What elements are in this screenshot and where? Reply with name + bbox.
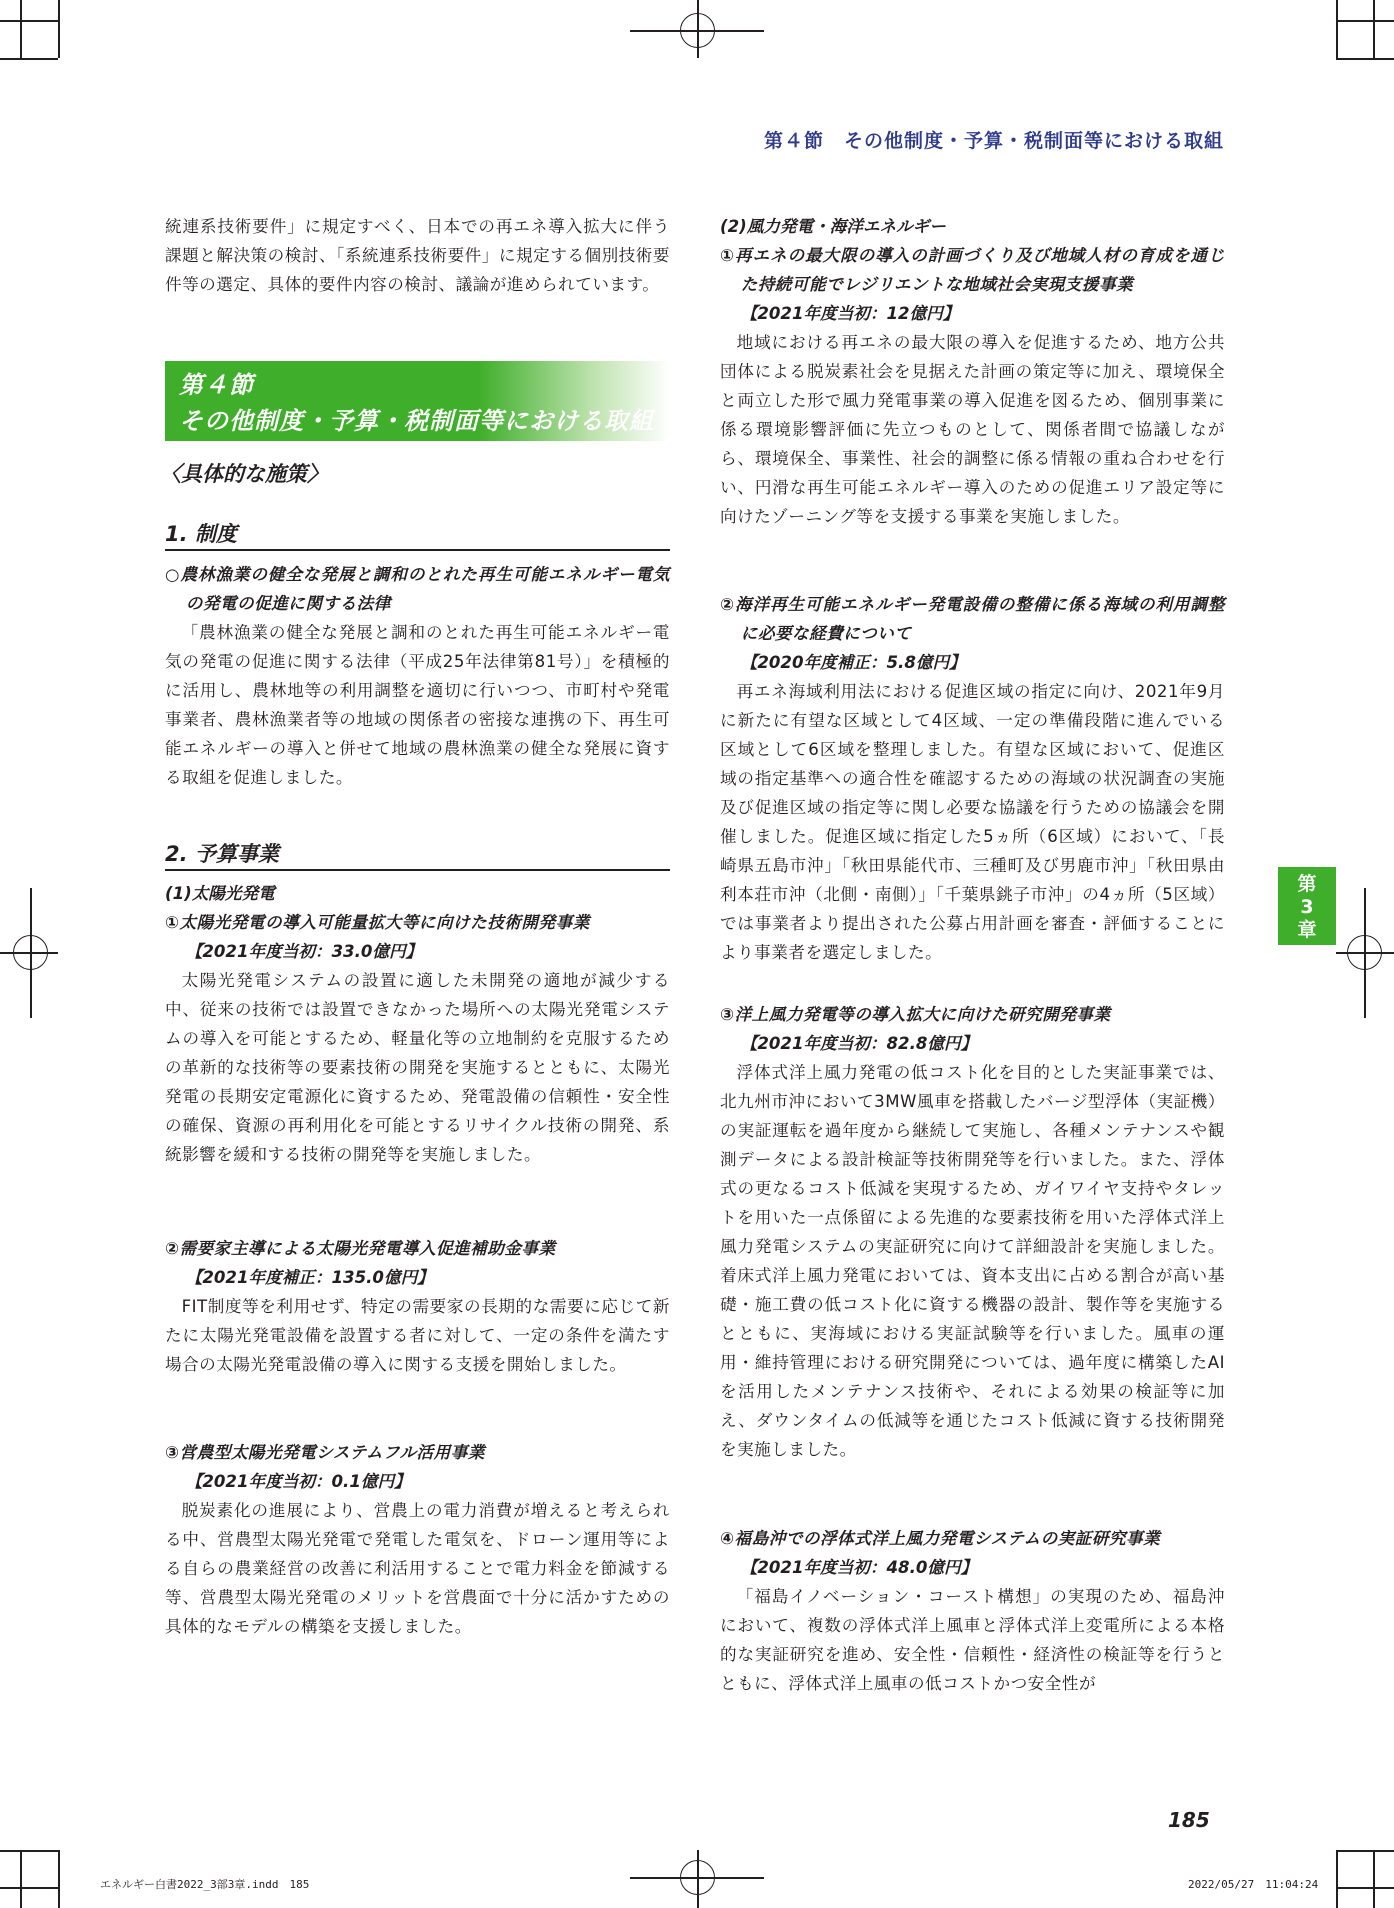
banner-line2: その他制度・予算・税制面等における取組 (179, 407, 654, 435)
banner-line1: 第４節 (179, 371, 254, 399)
running-header: 第４節 その他制度・予算・税制面等における取組 (763, 130, 1224, 152)
chapter-tab (1278, 867, 1336, 945)
heading-budget: 2. 予算事業 (165, 842, 279, 866)
item3-title: ③営農型太陽光発電システムフル活用事業 (165, 1443, 485, 1462)
chapter-tab-line1: 第 (1297, 873, 1317, 895)
w2-block (720, 590, 1225, 967)
w1-body: 地域における再エネの最大限の導入を促進するため、地方公共団体による脱炭素社会を見据えた計画の策定等に加え、環境保全と両立した形で風力発電事業の導入促進を図るため、個別事業に係る環境影響評価に先立つものとして、関係者間で協議しながら、環境保全、事業性、社会的調整に係る情報の重ね合わせを行い、円滑な再生可能エネルギー導入のための促進エリア設定等に向けたゾーニング等を支援する事業を実施しました。 (720, 333, 1225, 526)
w2-body: 再エネ海域利用法における促進区域の指定に向け、2021年9月に新たに有望な区域として4区域、一定の準備段階に進んでいる区域として6区域を整理しました。有望な区域において、促進区域の指定基準への適合性を確認するための海域の状況調査の実施及び促進区域の指定等に関し必要な協議を行うための協議会を開催しました。促進区域に指定した5ヵ所（6区域）において、「長崎県五島市沖」「秋田県能代市、三種町及び男鹿市沖」「秋田県由利本荘市沖（北側・南側）」「千葉県銚子市沖」の4ヵ所（5区域）では事業者より提出された公募占用計画を審査・評価することにより事業者を選定しました。 (720, 682, 1225, 962)
w4-block (720, 1524, 1225, 1698)
w3-block (720, 1000, 1225, 1464)
law-body: 「農林漁業の健全な発展と調和のとれた再生可能エネルギー電気の発電の促進に関する法律（平成25年法律第81号）」を積極的に活用し、農林地等の利用調整を適切に行いつつ、市町村や発電事業者、農林漁業者等の地域の関係者の密接な連携の下、再生可能エネルギーの導入と併せて地域の農林漁業の健全な発展に資する取組を促進しました。 (165, 623, 670, 787)
wind-subheading: (2)風力発電・海洋エネルギー (720, 217, 946, 236)
w2-title: ②海洋再生可能エネルギー発電設備の整備に係る海域の利用調整に必要な経費について (720, 595, 1225, 643)
w4-body: 「福島イノベーション・コースト構想」の実現のため、福島沖において、複数の浮体式洋上風車と浮体式洋上変電所による本格的な実証研究を進め、安全性・信頼性・経済性の検証等を行うとともに、浮体式洋上風車の低コストかつ安全性が (720, 1587, 1225, 1693)
item3-body: 脱炭素化の進展により、営農上の電力消費が増えると考えられる中、営農型太陽光発電で発電した電気を、ドローン運用等による自らの農業経営の改善に利活用することで電力料金を節減する等、営農型太陽光発電のメリットを営農面で十分に活かすための具体的なモデルの構築を支援しました。 (165, 1501, 670, 1636)
page-number: 185 (1168, 1808, 1210, 1832)
measures-heading: 〈具体的な施策〉 (160, 462, 328, 486)
heading-rule (165, 549, 670, 551)
item3-block (165, 1438, 670, 1641)
solar-block (165, 879, 670, 1169)
item1-budget: 【2021年度当初：33.0億円】 (185, 942, 423, 961)
w2-budget: 【2020年度補正：5.8億円】 (740, 653, 966, 672)
item2-body: FIT制度等を利用せず、特定の需要家の長期的な需要に応じて新たに太陽光発電設備を設置する者に対して、一定の条件を満たす場合の太陽光発電設備の導入に関する支援を開始しました。 (165, 1297, 670, 1374)
solar-subheading: (1)太陽光発電 (165, 884, 275, 903)
heading-rule (165, 869, 670, 871)
w1-title: ①再エネの最大限の導入の計画づくり及び地域人材の育成を通じた持続可能でレジリエントな地域社会実現支援事業 (720, 246, 1225, 294)
w1-budget: 【2021年度当初：12億円】 (740, 304, 960, 323)
item2-title: ②需要家主導による太陽光発電導入促進補助金事業 (165, 1239, 556, 1258)
chapter-tab-line3: 章 (1297, 919, 1317, 941)
wind-block (720, 212, 1225, 531)
section-banner (165, 361, 670, 441)
left-intro (165, 212, 670, 299)
law-title: ○農林漁業の健全な発展と調和のとれた再生可能エネルギー電気の発電の促進に関する法律 (165, 565, 670, 613)
item1-body: 太陽光発電システムの設置に適した未開発の適地が減少する中、従来の技術では設置できなかった場所への太陽光発電システムの導入を可能とするため、軽量化等の立地制約を克服するための革新的な技術等の要素技術の開発を実施するとともに、太陽光発電の長期安定電源化に資するため、発電設備の信頼性・安全性の確保、資源の再利用化を可能とするリサイクル技術の開発、系統影響を緩和する技術の開発等を実施しました。 (165, 971, 670, 1164)
w3-budget: 【2021年度当初：82.8億円】 (740, 1034, 978, 1053)
intro-paragraph: 統連系技術要件」に規定すべく、日本での再エネ導入拡大に伴う課題と解決策の検討、「系統連系技術要件」に規定する個別技術要件等の選定、具体的要件内容の検討、議論が進められています。 (165, 217, 670, 294)
heading-seido: 1. 制度 (165, 522, 237, 546)
chapter-tab-line2: 3 (1300, 896, 1314, 918)
item2-block (165, 1234, 670, 1379)
footer-timestamp: 2022/05/27 11:04:24 (1188, 1878, 1319, 1891)
footer-filename: エネルギー白書2022_3部3章.indd 185 (100, 1878, 310, 1891)
item1-title: ①太陽光発電の導入可能量拡大等に向けた技術開発事業 (165, 913, 590, 932)
w3-title: ③洋上風力発電等の導入拡大に向けた研究開発事業 (720, 1005, 1111, 1024)
item2-budget: 【2021年度補正：135.0億円】 (185, 1268, 434, 1287)
w4-budget: 【2021年度当初：48.0億円】 (740, 1558, 978, 1577)
w4-title: ④福島沖での浮体式洋上風力発電システムの実証研究事業 (720, 1529, 1161, 1548)
item3-budget: 【2021年度当初：0.1億円】 (185, 1472, 411, 1491)
w3-body: 浮体式洋上風力発電の低コスト化を目的とした実証事業では、北九州市沖において3MW風車を搭載したバージ型浮体（実証機）の実証運転を過年度から継続して実施し、各種メンテナンスや観測データによる設計検証等技術開発等を行いました。また、浮体式の更なるコスト低減を実現するため、ガイワイヤ支持やタレットを用いた一点係留による先進的な要素技術を用いた浮体式洋上風力発電システムの実証研究に向けて詳細設計を実施しました。着床式洋上風力発電においては、資本支出に占める割合が高い基礎・施工費の低コスト化に資する機器の設計、製作等を実施するとともに、実海域における実証試験等を行いました。風車の運用・維持管理における研究開発については、過年度に構築したAIを活用したメンテナンス技術や、それによる効果の検証等に加え、ダウンタイムの低減等を通じたコスト低減に資する技術開発を実施しました。 (720, 1063, 1225, 1459)
law-block (165, 560, 670, 792)
